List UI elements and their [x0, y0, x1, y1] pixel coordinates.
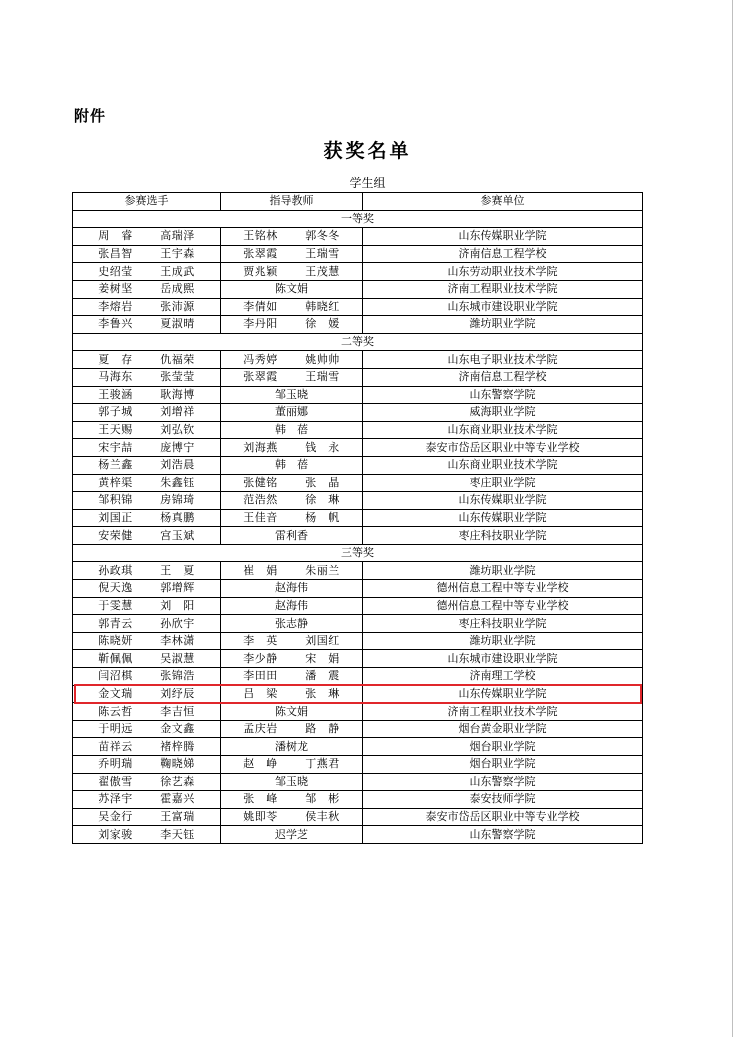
teacher-name: 张健铭	[243, 475, 278, 489]
student-name: 孙欣宇	[160, 616, 195, 630]
student-name: 耿海博	[160, 387, 195, 401]
teachers-cell	[221, 316, 363, 334]
teacher-name: 孟庆岩	[243, 722, 278, 736]
table-row	[73, 720, 643, 738]
teacher-name: 张志静	[275, 616, 308, 630]
unit-cell: 泰安技师学院	[363, 791, 643, 809]
student-name: 苗祥云	[98, 739, 133, 753]
teachers-cell	[221, 791, 363, 809]
unit-cell: 烟台职业学院	[363, 756, 643, 774]
table-row	[73, 597, 643, 615]
teachers-cell	[221, 720, 363, 738]
student-name: 霍嘉兴	[160, 792, 195, 806]
students-cell	[73, 527, 221, 545]
teachers-cell	[221, 474, 363, 492]
teachers-cell	[221, 492, 363, 510]
table-row	[73, 404, 643, 422]
students-cell	[73, 703, 221, 721]
student-name: 李林潇	[160, 634, 195, 648]
student-name: 张莹莹	[160, 370, 195, 384]
unit-cell: 济南工程职业技术学院	[363, 280, 643, 298]
student-name: 郭子城	[98, 405, 133, 419]
table-row	[73, 474, 643, 492]
unit-cell: 济南信息工程学校	[363, 245, 643, 263]
student-name: 陈晓妍	[98, 634, 133, 648]
teacher-name: 宋 娟	[305, 651, 340, 665]
student-name: 张沛源	[160, 299, 195, 313]
student-name: 仇福荣	[160, 352, 195, 366]
unit-cell: 济南理工学校	[363, 668, 643, 686]
table-row	[73, 562, 643, 580]
student-name: 杨兰鑫	[98, 458, 133, 472]
teacher-name: 侯丰秋	[305, 810, 340, 824]
students-cell	[73, 298, 221, 316]
table-row	[73, 245, 643, 263]
student-name: 鞠晓娣	[160, 757, 195, 771]
section-label: 三等奖	[73, 544, 643, 562]
students-cell	[73, 720, 221, 738]
teachers-cell	[221, 298, 363, 316]
student-name: 孙政琪	[98, 563, 133, 577]
table-row	[73, 738, 643, 756]
students-cell	[73, 650, 221, 668]
student-name: 周 睿	[98, 229, 133, 243]
student-name: 刘国正	[98, 510, 133, 524]
teachers-cell	[221, 280, 363, 298]
student-name: 吴淑慧	[160, 651, 195, 665]
teachers-cell	[221, 580, 363, 598]
teacher-name: 吕 梁	[243, 686, 278, 700]
teachers-cell	[221, 738, 363, 756]
group-label: 学生组	[349, 176, 386, 190]
document-title: 获奖名单	[323, 140, 412, 162]
students-cell	[73, 245, 221, 263]
table-row	[73, 386, 643, 404]
student-name: 房锦琦	[160, 493, 195, 507]
student-name: 吴金行	[98, 810, 133, 824]
teacher-name: 潘 震	[305, 669, 340, 683]
student-name: 刘 阳	[160, 598, 195, 612]
table-row	[73, 492, 643, 510]
teacher-name: 迟学芝	[275, 827, 308, 841]
unit-cell: 山东传媒职业学院	[363, 685, 643, 703]
teachers-cell	[221, 668, 363, 686]
student-name: 刘增祥	[160, 405, 195, 419]
unit-cell: 山东城市建设职业学院	[363, 298, 643, 316]
students-cell	[73, 474, 221, 492]
student-name: 翟傲雪	[98, 774, 133, 788]
unit-cell: 山东劳动职业技术学院	[363, 263, 643, 281]
teachers-cell	[221, 421, 363, 439]
teacher-name: 李田田	[243, 669, 278, 683]
student-name: 张昌智	[98, 247, 133, 261]
unit-cell: 德州信息工程中等专业学校	[363, 597, 643, 615]
teacher-name: 韩 蓓	[275, 423, 308, 437]
attachment-label: 附件	[74, 107, 107, 125]
unit-cell: 山东传媒职业学院	[363, 492, 643, 510]
students-cell	[73, 421, 221, 439]
teachers-cell	[221, 597, 363, 615]
section-row	[73, 544, 643, 562]
students-cell	[73, 492, 221, 510]
students-cell	[73, 351, 221, 369]
teachers-cell	[221, 703, 363, 721]
students-cell	[73, 228, 221, 246]
student-name: 王成武	[160, 264, 195, 278]
teacher-name: 李丹阳	[243, 317, 278, 331]
student-name: 庞博宁	[160, 440, 195, 454]
teacher-name: 王瑞雪	[305, 370, 340, 384]
teacher-name: 王佳音	[243, 510, 278, 524]
student-name: 金文鑫	[160, 722, 195, 736]
student-name: 王宇森	[160, 247, 195, 261]
students-cell	[73, 316, 221, 334]
student-name: 马海东	[98, 370, 133, 384]
teacher-name: 徐 琳	[305, 493, 340, 507]
student-name: 王骏涵	[98, 387, 133, 401]
teacher-name: 赵海伟	[275, 598, 308, 612]
teachers-cell	[221, 351, 363, 369]
teachers-cell	[221, 632, 363, 650]
table-row	[73, 456, 643, 474]
teacher-name: 李少静	[243, 651, 278, 665]
table-row	[73, 808, 643, 826]
students-cell	[73, 368, 221, 386]
unit-cell: 烟台黄金职业学院	[363, 720, 643, 738]
table-row	[73, 509, 643, 527]
award-table	[72, 192, 643, 844]
teachers-cell	[221, 386, 363, 404]
student-name: 张锦浩	[160, 669, 195, 683]
unit-cell: 山东商业职业技术学院	[363, 456, 643, 474]
teacher-name: 张 晶	[305, 475, 340, 489]
unit-cell: 潍坊职业学院	[363, 632, 643, 650]
table-row	[73, 421, 643, 439]
student-name: 金文瑞	[98, 686, 133, 700]
teacher-name: 姚帅帅	[305, 352, 340, 366]
student-name: 闫沼棋	[98, 669, 133, 683]
student-name: 刘浩晨	[160, 458, 195, 472]
student-name: 朱鑫钰	[160, 475, 195, 489]
table-row	[73, 826, 643, 844]
teacher-name: 赵 峥	[243, 757, 278, 771]
teacher-name: 张翠霞	[243, 247, 278, 261]
student-name: 黄梓渠	[98, 475, 133, 489]
table-row	[73, 298, 643, 316]
section-row	[73, 333, 643, 351]
teacher-name: 王铭林	[243, 229, 278, 243]
table-row	[73, 703, 643, 721]
student-name: 岳成熙	[160, 282, 195, 296]
unit-cell: 济南信息工程学校	[363, 368, 643, 386]
student-name: 王 夏	[160, 563, 195, 577]
students-cell	[73, 685, 221, 703]
teachers-cell	[221, 773, 363, 791]
teachers-cell	[221, 439, 363, 457]
student-name: 郭增辉	[160, 581, 195, 595]
teachers-cell	[221, 368, 363, 386]
header-teachers: 指导教师	[221, 193, 363, 211]
teacher-name: 潘树龙	[275, 739, 308, 753]
teachers-cell	[221, 650, 363, 668]
teacher-name: 韩 蓓	[275, 458, 308, 472]
section-label: 一等奖	[73, 210, 643, 228]
teacher-name: 李 英	[243, 634, 278, 648]
student-name: 刘纾辰	[160, 686, 195, 700]
teacher-name: 陈文娟	[275, 704, 308, 718]
table-row-highlighted	[73, 685, 643, 703]
students-cell	[73, 263, 221, 281]
table-row	[73, 791, 643, 809]
teacher-name: 冯秀婷	[243, 352, 278, 366]
teacher-name: 张翠霞	[243, 370, 278, 384]
table-row	[73, 228, 643, 246]
unit-cell: 德州信息工程中等专业学校	[363, 580, 643, 598]
unit-cell: 山东电子职业技术学院	[363, 351, 643, 369]
teacher-name: 杨 帆	[305, 510, 340, 524]
unit-cell: 山东警察学院	[363, 773, 643, 791]
teachers-cell	[221, 456, 363, 474]
student-name: 倪天逸	[98, 581, 133, 595]
unit-cell: 山东城市建设职业学院	[363, 650, 643, 668]
table-row	[73, 773, 643, 791]
teachers-cell	[221, 826, 363, 844]
student-name: 于明远	[98, 722, 133, 736]
student-name: 刘弘钦	[160, 423, 195, 437]
student-name: 宫玉斌	[160, 528, 195, 542]
student-name: 李熔岩	[98, 299, 133, 313]
student-name: 苏泽宇	[98, 792, 133, 806]
teacher-name: 贾兆颖	[243, 264, 278, 278]
teachers-cell	[221, 615, 363, 633]
student-name: 徐艺森	[160, 774, 195, 788]
unit-cell: 济南工程职业技术学院	[363, 703, 643, 721]
teachers-cell	[221, 263, 363, 281]
unit-cell: 潍坊职业学院	[363, 316, 643, 334]
students-cell	[73, 404, 221, 422]
unit-cell: 枣庄科技职业学院	[363, 615, 643, 633]
table-row	[73, 668, 643, 686]
student-name: 李鲁兴	[98, 317, 133, 331]
student-name: 史绍莹	[98, 264, 133, 278]
unit-cell: 山东传媒职业学院	[363, 228, 643, 246]
students-cell	[73, 615, 221, 633]
student-name: 褚梓腾	[160, 739, 195, 753]
table-row	[73, 263, 643, 281]
teacher-name: 姚即苓	[243, 810, 278, 824]
teachers-cell	[221, 228, 363, 246]
teachers-cell	[221, 509, 363, 527]
header-students: 参赛选手	[73, 193, 221, 211]
student-name: 邹积锦	[98, 493, 133, 507]
teacher-name: 崔 娟	[243, 563, 278, 577]
teachers-cell	[221, 808, 363, 826]
unit-cell: 泰安市岱岳区职业中等专业学校	[363, 808, 643, 826]
teachers-cell	[221, 562, 363, 580]
teachers-cell	[221, 404, 363, 422]
teachers-cell	[221, 685, 363, 703]
header-unit: 参赛单位	[363, 193, 643, 211]
student-name: 高瑞泽	[160, 229, 195, 243]
teacher-name: 邹玉晓	[275, 387, 308, 401]
teacher-name: 张 琳	[305, 686, 340, 700]
teachers-cell	[221, 527, 363, 545]
table-row	[73, 527, 643, 545]
table-row	[73, 368, 643, 386]
student-name: 陈云哲	[98, 704, 133, 718]
teacher-name: 范浩然	[243, 493, 278, 507]
teacher-name: 陈文娟	[275, 282, 308, 296]
student-name: 姜树坚	[98, 282, 133, 296]
teacher-name: 刘国红	[305, 634, 340, 648]
student-name: 宋宇喆	[98, 440, 133, 454]
students-cell	[73, 580, 221, 598]
teacher-name: 李倩如	[243, 299, 278, 313]
teacher-name: 赵海伟	[275, 581, 308, 595]
table-row	[73, 439, 643, 457]
students-cell	[73, 791, 221, 809]
teacher-name: 张 峰	[243, 792, 278, 806]
unit-cell: 枣庄职业学院	[363, 474, 643, 492]
unit-cell: 山东传媒职业学院	[363, 509, 643, 527]
teacher-name: 丁燕君	[305, 757, 340, 771]
teacher-name: 王瑞雪	[305, 247, 340, 261]
teacher-name: 路 静	[305, 722, 340, 736]
teacher-name: 邹 彬	[305, 792, 340, 806]
table-row	[73, 632, 643, 650]
student-name: 刘家骏	[98, 827, 133, 841]
teacher-name: 刘海燕	[243, 440, 278, 454]
teachers-cell	[221, 245, 363, 263]
teacher-name: 朱丽兰	[305, 563, 340, 577]
unit-cell: 山东警察学院	[363, 386, 643, 404]
students-cell	[73, 632, 221, 650]
unit-cell: 烟台职业学院	[363, 738, 643, 756]
teachers-cell	[221, 756, 363, 774]
table-row	[73, 351, 643, 369]
unit-cell: 山东商业职业技术学院	[363, 421, 643, 439]
unit-cell: 枣庄科技职业学院	[363, 527, 643, 545]
table-row	[73, 615, 643, 633]
students-cell	[73, 509, 221, 527]
students-cell	[73, 773, 221, 791]
table-row	[73, 316, 643, 334]
unit-cell: 山东警察学院	[363, 826, 643, 844]
table-header-row	[73, 193, 643, 211]
teacher-name: 郭冬冬	[305, 229, 340, 243]
students-cell	[73, 738, 221, 756]
student-name: 夏淑晴	[160, 317, 195, 331]
section-row	[73, 210, 643, 228]
unit-cell: 威海职业学院	[363, 404, 643, 422]
table-row	[73, 580, 643, 598]
students-cell	[73, 808, 221, 826]
teacher-name: 钱 永	[305, 440, 340, 454]
students-cell	[73, 280, 221, 298]
student-name: 安荣健	[98, 528, 133, 542]
students-cell	[73, 439, 221, 457]
teacher-name: 董丽娜	[275, 405, 308, 419]
student-name: 夏 存	[98, 352, 133, 366]
section-label: 二等奖	[73, 333, 643, 351]
teacher-name: 王茂慧	[305, 264, 340, 278]
students-cell	[73, 562, 221, 580]
student-name: 李吉恒	[160, 704, 195, 718]
student-name: 王富瑞	[160, 810, 195, 824]
students-cell	[73, 668, 221, 686]
table-row	[73, 280, 643, 298]
unit-cell: 潍坊职业学院	[363, 562, 643, 580]
student-name: 靳佩佩	[98, 651, 133, 665]
student-name: 杨真鹏	[160, 510, 195, 524]
students-cell	[73, 826, 221, 844]
students-cell	[73, 597, 221, 615]
teacher-name: 雷利香	[275, 528, 308, 542]
student-name: 王天赐	[98, 423, 133, 437]
student-name: 郭青云	[98, 616, 133, 630]
student-name: 李天钰	[160, 827, 195, 841]
teacher-name: 徐 媛	[305, 317, 340, 331]
table-row	[73, 756, 643, 774]
teacher-name: 韩晓红	[305, 299, 340, 313]
students-cell	[73, 456, 221, 474]
table-row	[73, 650, 643, 668]
students-cell	[73, 386, 221, 404]
unit-cell: 泰安市岱岳区职业中等专业学校	[363, 439, 643, 457]
student-name: 乔明瑞	[98, 757, 133, 771]
teacher-name: 邹玉晓	[275, 774, 308, 788]
students-cell	[73, 756, 221, 774]
student-name: 于雯慧	[98, 598, 133, 612]
